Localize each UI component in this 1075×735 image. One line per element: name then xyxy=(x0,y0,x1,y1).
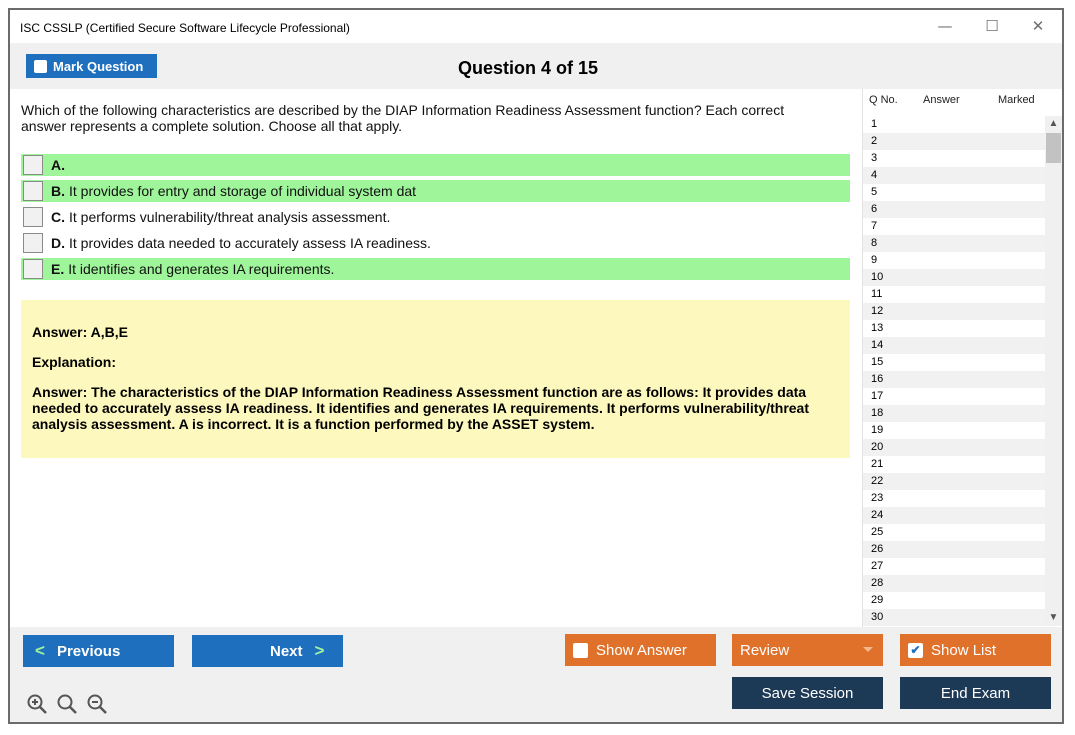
answer-line: Answer: A,B,E xyxy=(32,324,128,340)
show-answer-checkbox[interactable] xyxy=(573,643,588,658)
end-exam-label: End Exam xyxy=(940,684,1011,702)
option-letter: A. xyxy=(51,157,65,173)
question-list-row[interactable]: 24 xyxy=(863,507,1045,524)
answer-explanation-box xyxy=(21,300,850,458)
footer-toolbar xyxy=(10,627,1062,724)
zoom-in-icon[interactable] xyxy=(26,693,48,715)
option-text: It provides data needed to accurately assess IA readiness. xyxy=(69,235,431,251)
chevron-right-icon: > xyxy=(314,641,325,660)
question-list-row[interactable]: 25 xyxy=(871,526,884,538)
question-list-scrollbar[interactable] xyxy=(1045,116,1062,626)
review-label: Review xyxy=(740,641,790,659)
next-label: Next xyxy=(270,642,303,660)
maximize-button[interactable]: ☐ xyxy=(985,17,999,35)
zoom-reset-icon[interactable] xyxy=(56,693,78,715)
previous-label: Previous xyxy=(56,642,121,660)
save-session-label: Save Session xyxy=(761,684,854,702)
question-list-row[interactable]: 12 xyxy=(863,303,1045,320)
question-list-row[interactable]: 10 xyxy=(863,269,1045,286)
mark-question-label: Mark Question xyxy=(53,58,144,74)
question-list-row[interactable]: 28 xyxy=(863,575,1045,592)
explanation-label: Explanation: xyxy=(32,354,117,370)
next-button[interactable] xyxy=(192,635,343,667)
previous-button[interactable] xyxy=(23,635,174,667)
option-a[interactable] xyxy=(21,154,850,176)
show-list-button[interactable] xyxy=(900,634,1051,666)
scroll-up-icon[interactable]: ▲ xyxy=(1048,118,1059,129)
app-window xyxy=(8,8,1064,724)
question-counter: Question 4 of 15 xyxy=(458,58,599,78)
show-answer-label: Show Answer xyxy=(596,641,687,659)
minimize-button[interactable]: — xyxy=(937,17,953,35)
end-exam-button[interactable] xyxy=(900,677,1051,709)
save-session-button[interactable] xyxy=(732,677,883,709)
title-bar xyxy=(10,10,1062,43)
question-list-row[interactable]: 19 xyxy=(871,424,884,436)
question-list-row[interactable]: 8 xyxy=(863,235,1045,252)
option-checkbox[interactable] xyxy=(23,181,43,201)
scroll-down-icon[interactable]: ▼ xyxy=(1048,612,1059,623)
question-list-row[interactable]: 2 xyxy=(863,133,1045,150)
question-panel xyxy=(10,89,861,627)
option-e[interactable] xyxy=(21,258,850,280)
window-title: ISC CSSLP (Certified Secure Software Lifecycle Professional) xyxy=(20,21,350,35)
question-list-row[interactable]: 17 xyxy=(871,390,884,402)
column-marked: Marked xyxy=(998,94,1035,106)
question-list-row[interactable]: 4 xyxy=(863,167,1045,184)
question-list-row[interactable]: 27 xyxy=(871,560,884,572)
question-list-panel xyxy=(862,89,1062,627)
option-checkbox[interactable] xyxy=(23,155,43,175)
show-list-label: Show List xyxy=(931,641,997,659)
question-list-row[interactable]: 16 xyxy=(863,371,1045,388)
review-dropdown[interactable] xyxy=(732,634,883,666)
question-list-row[interactable]: 14 xyxy=(863,337,1045,354)
option-text: It identifies and generates IA requirements. xyxy=(68,261,335,277)
question-list xyxy=(863,116,1045,626)
show-answer-button[interactable] xyxy=(565,634,716,666)
option-d[interactable] xyxy=(21,232,850,254)
mark-question-button[interactable] xyxy=(26,54,157,78)
question-list-row[interactable]: 23 xyxy=(871,492,884,504)
column-answer: Answer xyxy=(923,94,960,106)
question-list-row[interactable]: 26 xyxy=(863,541,1045,558)
question-list-row[interactable]: 11 xyxy=(871,288,883,300)
chevron-left-icon: < xyxy=(35,641,45,660)
question-list-header xyxy=(863,89,1063,113)
close-button[interactable]: ✕ xyxy=(1031,17,1045,35)
question-text: Which of the following characteristics are described by the DIAP Information Readiness Assessment function? Each correct answer represents a complete solution. Choose all that apply. xyxy=(21,102,785,134)
option-text: It performs vulnerability/threat analysis assessment. xyxy=(69,209,391,225)
question-list-row[interactable]: 1 xyxy=(871,118,878,130)
option-checkbox[interactable] xyxy=(23,233,43,253)
question-list-row[interactable]: 13 xyxy=(871,322,884,334)
chevron-down-icon xyxy=(863,647,873,652)
question-list-row[interactable]: 18 xyxy=(863,405,1045,422)
question-list-row[interactable]: 6 xyxy=(863,201,1045,218)
question-list-row[interactable]: 3 xyxy=(871,152,878,164)
option-checkbox[interactable] xyxy=(23,207,43,227)
option-letter: B. xyxy=(51,183,65,199)
question-list-row[interactable]: 9 xyxy=(871,254,878,266)
option-letter: E. xyxy=(51,261,65,277)
question-list-row[interactable]: 20 xyxy=(863,439,1045,456)
option-c[interactable] xyxy=(21,206,850,228)
option-letter: D. xyxy=(51,235,65,251)
question-header xyxy=(10,43,1062,89)
mark-checkbox-icon xyxy=(34,60,47,73)
question-list-row[interactable]: 15 xyxy=(871,356,884,368)
zoom-out-icon[interactable] xyxy=(86,693,108,715)
question-list-row[interactable]: 22 xyxy=(863,473,1045,490)
question-list-row[interactable]: 30 xyxy=(863,609,1045,626)
scroll-thumb[interactable] xyxy=(1046,133,1061,163)
question-list-row[interactable]: 5 xyxy=(871,186,878,198)
option-letter: C. xyxy=(51,209,65,225)
question-list-row[interactable]: 29 xyxy=(871,594,884,606)
option-text: It provides for entry and storage of individual system dat xyxy=(69,183,417,199)
explanation-text: Answer: The characteristics of the DIAP Information Readiness Assessment function are as follows: It provides data needed to accurately assess IA readiness. It identifies and generates IA requirements. It performs vulnerability/threat analysis assessment. A is incorrect. It is a function performed by the ASSET system. xyxy=(32,384,810,432)
question-list-row[interactable]: 7 xyxy=(871,220,878,232)
column-qno: Q No. xyxy=(869,94,898,106)
question-list-row[interactable]: 21 xyxy=(871,458,884,470)
option-b[interactable] xyxy=(21,180,850,202)
show-list-checkbox[interactable]: ✔ xyxy=(908,643,923,658)
option-checkbox[interactable] xyxy=(23,259,43,279)
